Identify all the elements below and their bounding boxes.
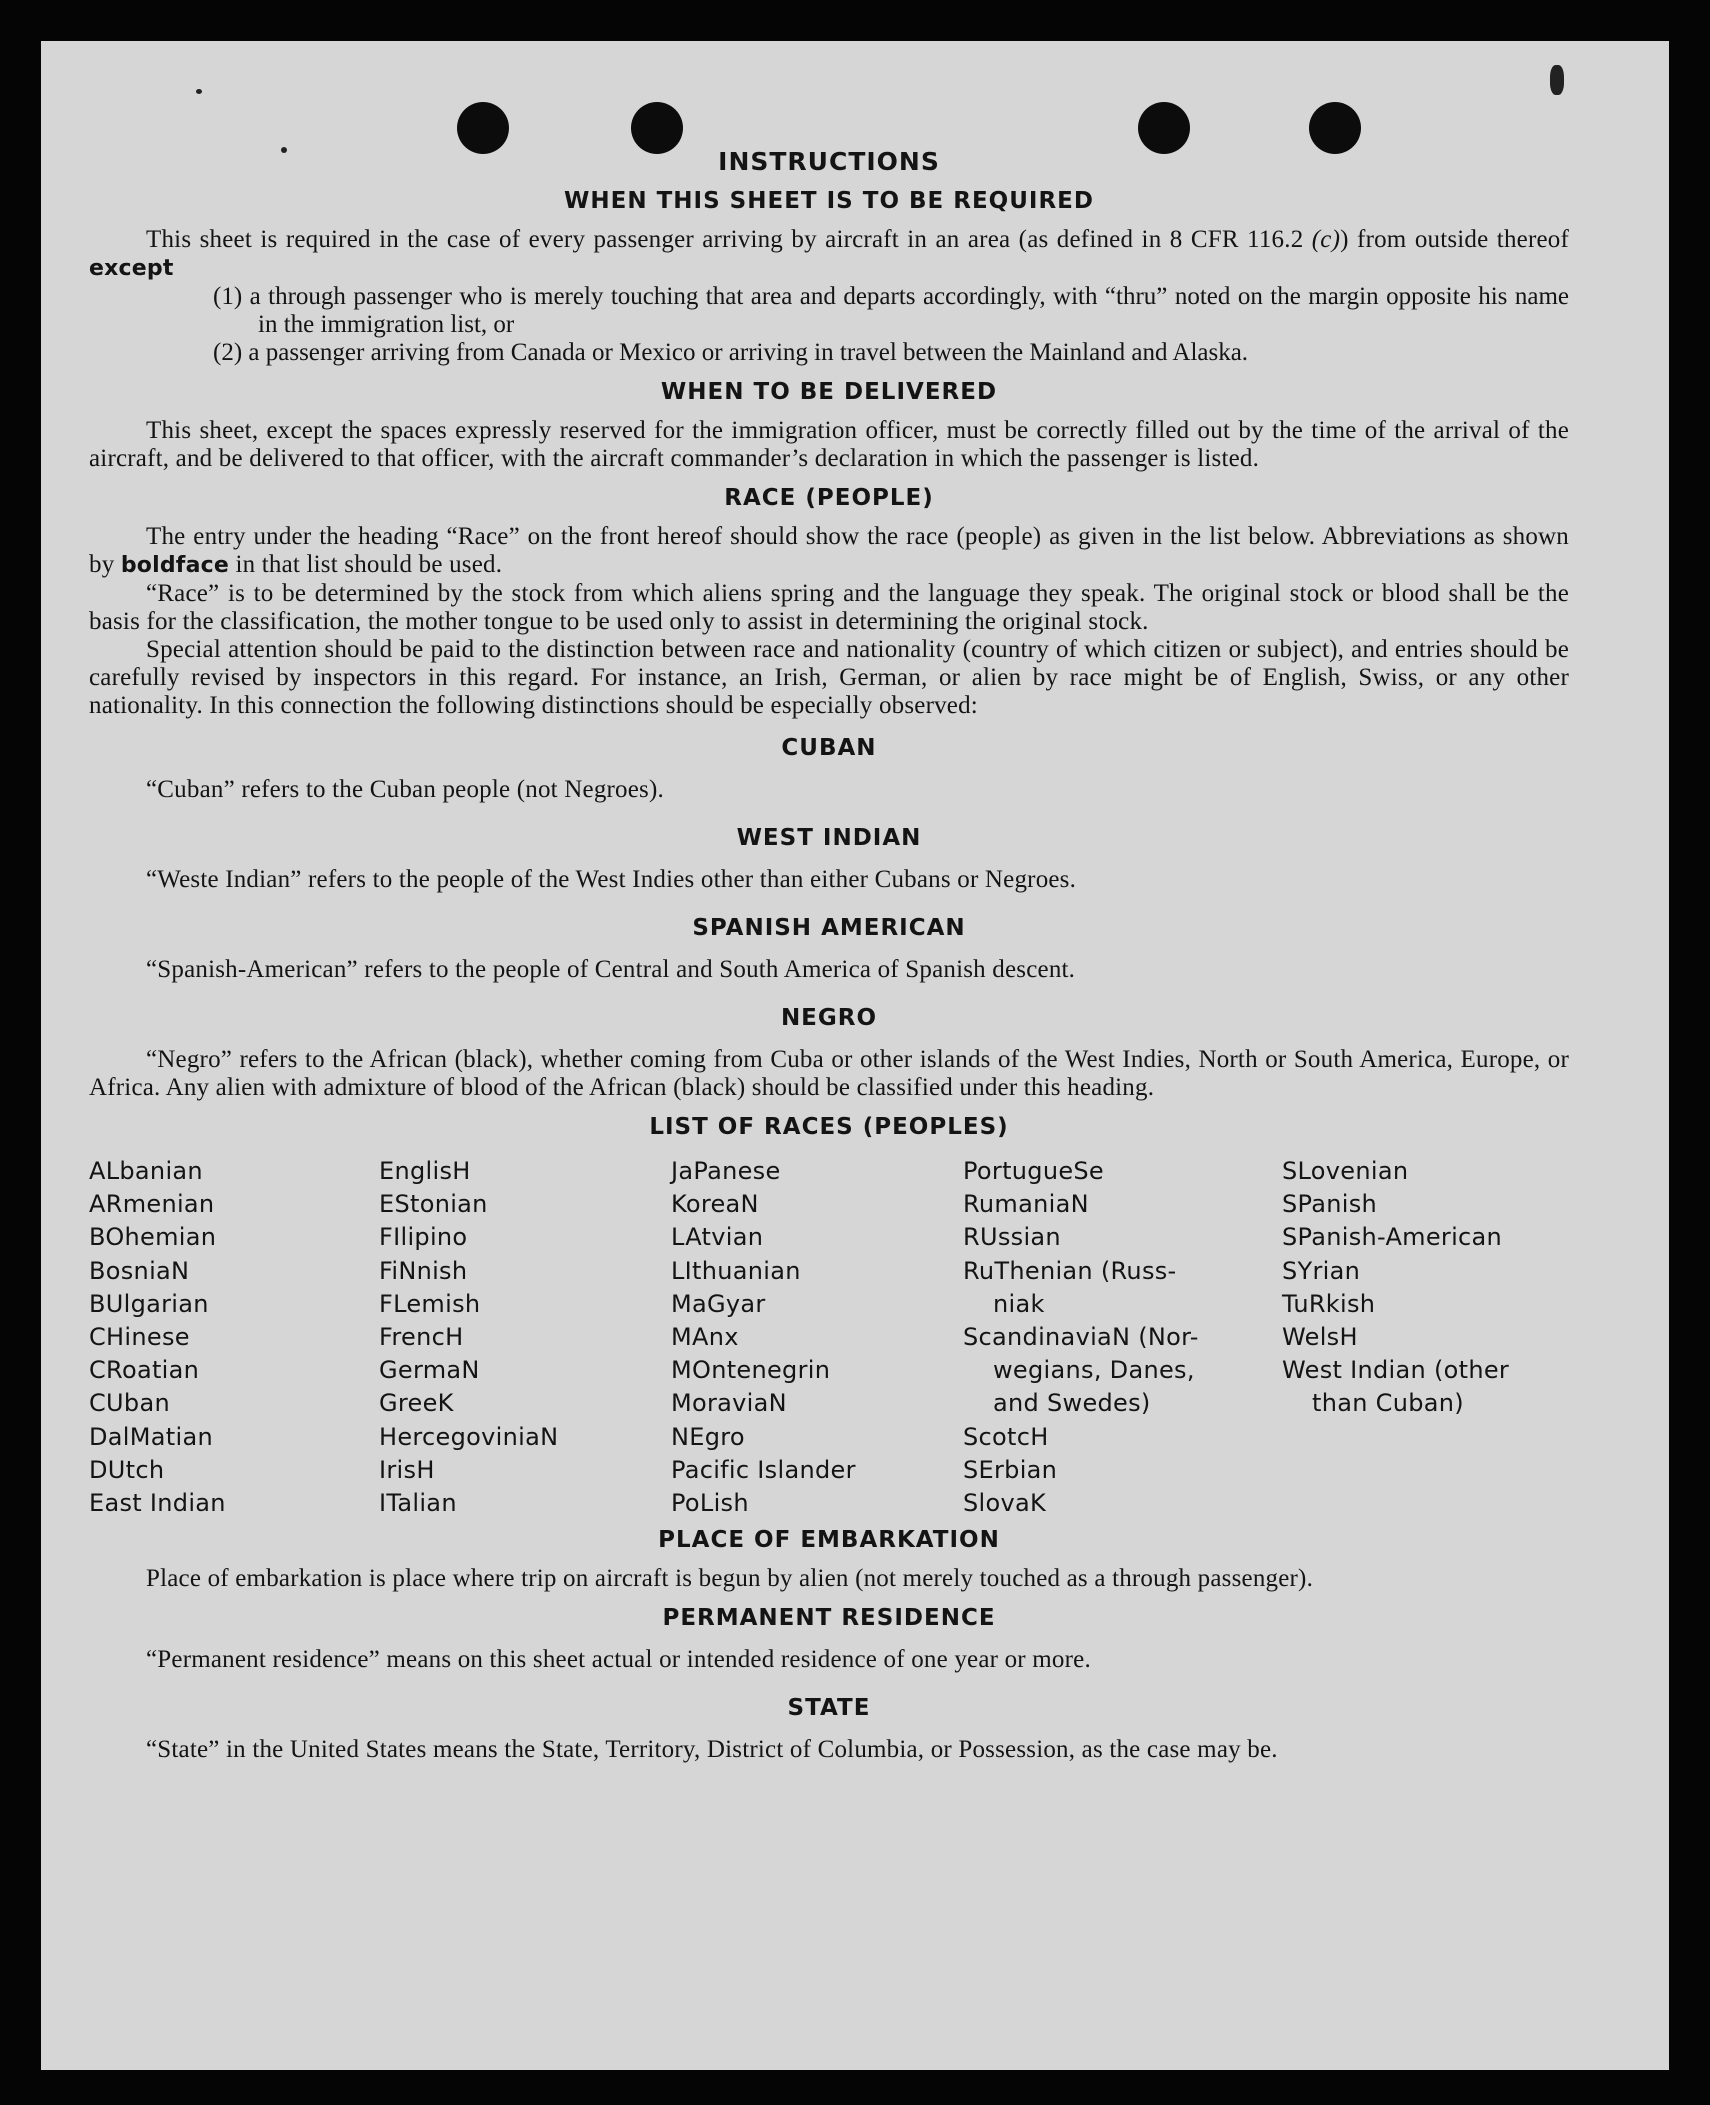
race-item: ScandinaviaN (Nor- (963, 1323, 1199, 1352)
race-item: SYrian (1282, 1256, 1361, 1285)
race-column (671, 1155, 856, 1520)
race-item: LIthuanian (671, 1256, 801, 1285)
intro-text-2: ) from outside thereof (1340, 226, 1569, 253)
paragraph-place-of-embarkation: Place of embarkation is place where trip on aircraft is begun by alien (not merely touched as a through passenger). (146, 1565, 1314, 1592)
document-sheet (41, 41, 1669, 2070)
race-item: DUtch (89, 1455, 165, 1484)
race-bold: boldface (120, 553, 229, 578)
intro-italic: (c) (1311, 226, 1341, 253)
heading-cuban: CUBAN (781, 735, 877, 761)
intro-bold: except (89, 256, 174, 281)
race-item: JaPanese (671, 1157, 781, 1185)
race-item: wegians, Danes, (993, 1356, 1195, 1385)
race-item: MAnx (671, 1323, 739, 1352)
race-item: niak (993, 1289, 1045, 1318)
race-item: SPanish-American (1282, 1223, 1503, 1252)
race-item: RUssian (963, 1223, 1061, 1252)
race-column (1282, 1155, 1509, 1421)
race-item: CHinese (89, 1323, 190, 1352)
race-text: The entry under the heading “Race” on the front hereof should show the race (people) as given in the list below. Abbreviations as shown by (89, 523, 1569, 578)
race-item: CUban (89, 1389, 170, 1418)
heading-when-required: WHEN THIS SHEET IS TO BE REQUIRED (564, 188, 1094, 214)
race-item: ITalian (379, 1489, 457, 1518)
race-column (89, 1155, 226, 1520)
punch-hole (1138, 102, 1190, 154)
paragraph-race-2: “Race” is to be determined by the stock from which aliens spring and the language they speak. The original stock or blood shall be the basis for the classification, the mother tongue to be used only to assist in determining the original stock. (89, 580, 1569, 635)
exception-item: (1) a through passenger who is merely touching that area and departs accordingly, with “thru” noted on the margin opposite his name in the immigration list, or (213, 283, 1569, 338)
race-item: DalMatian (89, 1422, 213, 1451)
paragraph-race-3: Special attention should be paid to the distinction between race and nationality (country of which citizen or subject), and entries should be carefully revised by inspectors in this regard. For instance, an Irish, German, or alien by race might be of English, Swiss, or any other nationality. In this connection the following distinctions should be especially observed: (89, 636, 1569, 719)
scan-speck (1550, 65, 1564, 95)
race-item: CRoatian (89, 1356, 200, 1385)
race-item: FrencH (379, 1323, 464, 1352)
race-item: KoreaN (671, 1190, 759, 1219)
paragraph-when-required (89, 226, 1569, 283)
race-item: and Swedes) (993, 1389, 1151, 1418)
race-item: TuRkish (1282, 1289, 1376, 1318)
race-item: than Cuban) (1312, 1389, 1464, 1418)
heading-negro: NEGRO (780, 1005, 878, 1031)
race-item: PoLish (671, 1489, 749, 1518)
race-column (379, 1155, 558, 1520)
scan-speck (196, 89, 202, 94)
race-text-2: in that list should be used. (229, 551, 503, 578)
race-item: ALbanian (89, 1157, 203, 1185)
race-item: FIlipino (379, 1223, 468, 1252)
race-item: NEgro (671, 1422, 745, 1451)
paragraph-state: “State” in the United States means the State, Territory, District of Columbia, or Possession, as the case may be. (146, 1736, 1278, 1763)
race-item: WelsH (1282, 1323, 1358, 1352)
heading-state: STATE (787, 1695, 871, 1721)
race-item: GreeK (379, 1389, 454, 1418)
paragraph-when-delivered: This sheet, except the spaces expressly reserved for the immigration officer, must be correctly filled out by the time of the arrival of the aircraft, and be delivered to that officer, with the aircraft commander’s declaration in which the passenger is listed. (89, 417, 1569, 472)
race-list (89, 1155, 1569, 1518)
heading-place-of-embarkation: PLACE OF EMBARKATION (658, 1527, 1000, 1553)
race-item: MoraviaN (671, 1389, 787, 1418)
race-item: West Indian (other (1282, 1356, 1510, 1385)
race-item: SErbian (963, 1455, 1058, 1484)
exception-list (213, 283, 1569, 367)
paragraph-negro: “Negro” refers to the African (black), whether coming from Cuba or other islands of the West Indies, North or South America, Europe, or Africa. Any alien with admixture of blood of the African (black) should be classified under this heading. (89, 1046, 1569, 1101)
heading-west-indian: WEST INDIAN (736, 825, 922, 851)
exception-item: (2) a passenger arriving from Canada or Mexico or arriving in travel between the Mainland and Alaska. (213, 339, 1249, 366)
race-item: EnglisH (379, 1157, 471, 1185)
intro-text: This sheet is required in the case of every passenger arriving by aircraft in an area (as defined in 8 CFR 116.2 (146, 226, 1312, 253)
paragraph-spanish-american: “Spanish-American” refers to the people of Central and South America of Spanish descent. (146, 956, 1076, 983)
race-item: FLemish (379, 1289, 481, 1318)
race-item: SPanish (1282, 1190, 1378, 1219)
race-item: ScotcH (963, 1422, 1049, 1451)
race-item: BosniaN (89, 1256, 190, 1285)
race-item: HercegoviniaN (379, 1422, 559, 1451)
race-item: GermaN (379, 1356, 480, 1385)
heading-permanent-residence: PERMANENT RESIDENCE (662, 1605, 996, 1631)
race-item: MaGyar (671, 1289, 766, 1318)
paragraph-cuban: “Cuban” refers to the Cuban people (not Negroes). (146, 776, 664, 803)
paragraph-race-1 (89, 523, 1569, 580)
race-item: IrisH (379, 1455, 435, 1484)
race-item: ARmenian (89, 1190, 215, 1219)
paragraph-permanent-residence: “Permanent residence” means on this sheet actual or intended residence of one year or more. (146, 1646, 1091, 1673)
race-item: BUlgarian (89, 1289, 209, 1318)
heading-race: RACE (PEOPLE) (724, 485, 934, 511)
race-item: SlovaK (963, 1489, 1047, 1518)
race-item: Pacific Islander (671, 1455, 856, 1484)
race-item: LAtvian (671, 1223, 764, 1252)
page-title: INSTRUCTIONS (718, 147, 940, 176)
race-item: PortugueSe (963, 1157, 1104, 1185)
race-column (963, 1155, 1199, 1520)
race-item: RumaniaN (963, 1190, 1089, 1219)
punch-hole (1309, 102, 1361, 154)
document-body (89, 148, 1569, 1764)
heading-list-of-races: LIST OF RACES (PEOPLES) (649, 1114, 1009, 1140)
heading-when-delivered: WHEN TO BE DELIVERED (660, 379, 998, 405)
punch-hole (631, 102, 683, 154)
paragraph-west-indian: “Weste Indian” refers to the people of the West Indies other than either Cubans or Negroes. (146, 866, 1077, 893)
race-item: FiNnish (379, 1256, 468, 1285)
race-item: East Indian (89, 1489, 226, 1518)
race-item: RuThenian (Russ- (963, 1256, 1177, 1285)
race-item: EStonian (379, 1190, 488, 1219)
heading-spanish-american: SPANISH AMERICAN (692, 915, 966, 941)
race-item: BOhemian (89, 1223, 217, 1252)
race-item: MOntenegrin (671, 1356, 831, 1385)
punch-hole (457, 102, 509, 154)
race-item: SLovenian (1282, 1157, 1409, 1185)
